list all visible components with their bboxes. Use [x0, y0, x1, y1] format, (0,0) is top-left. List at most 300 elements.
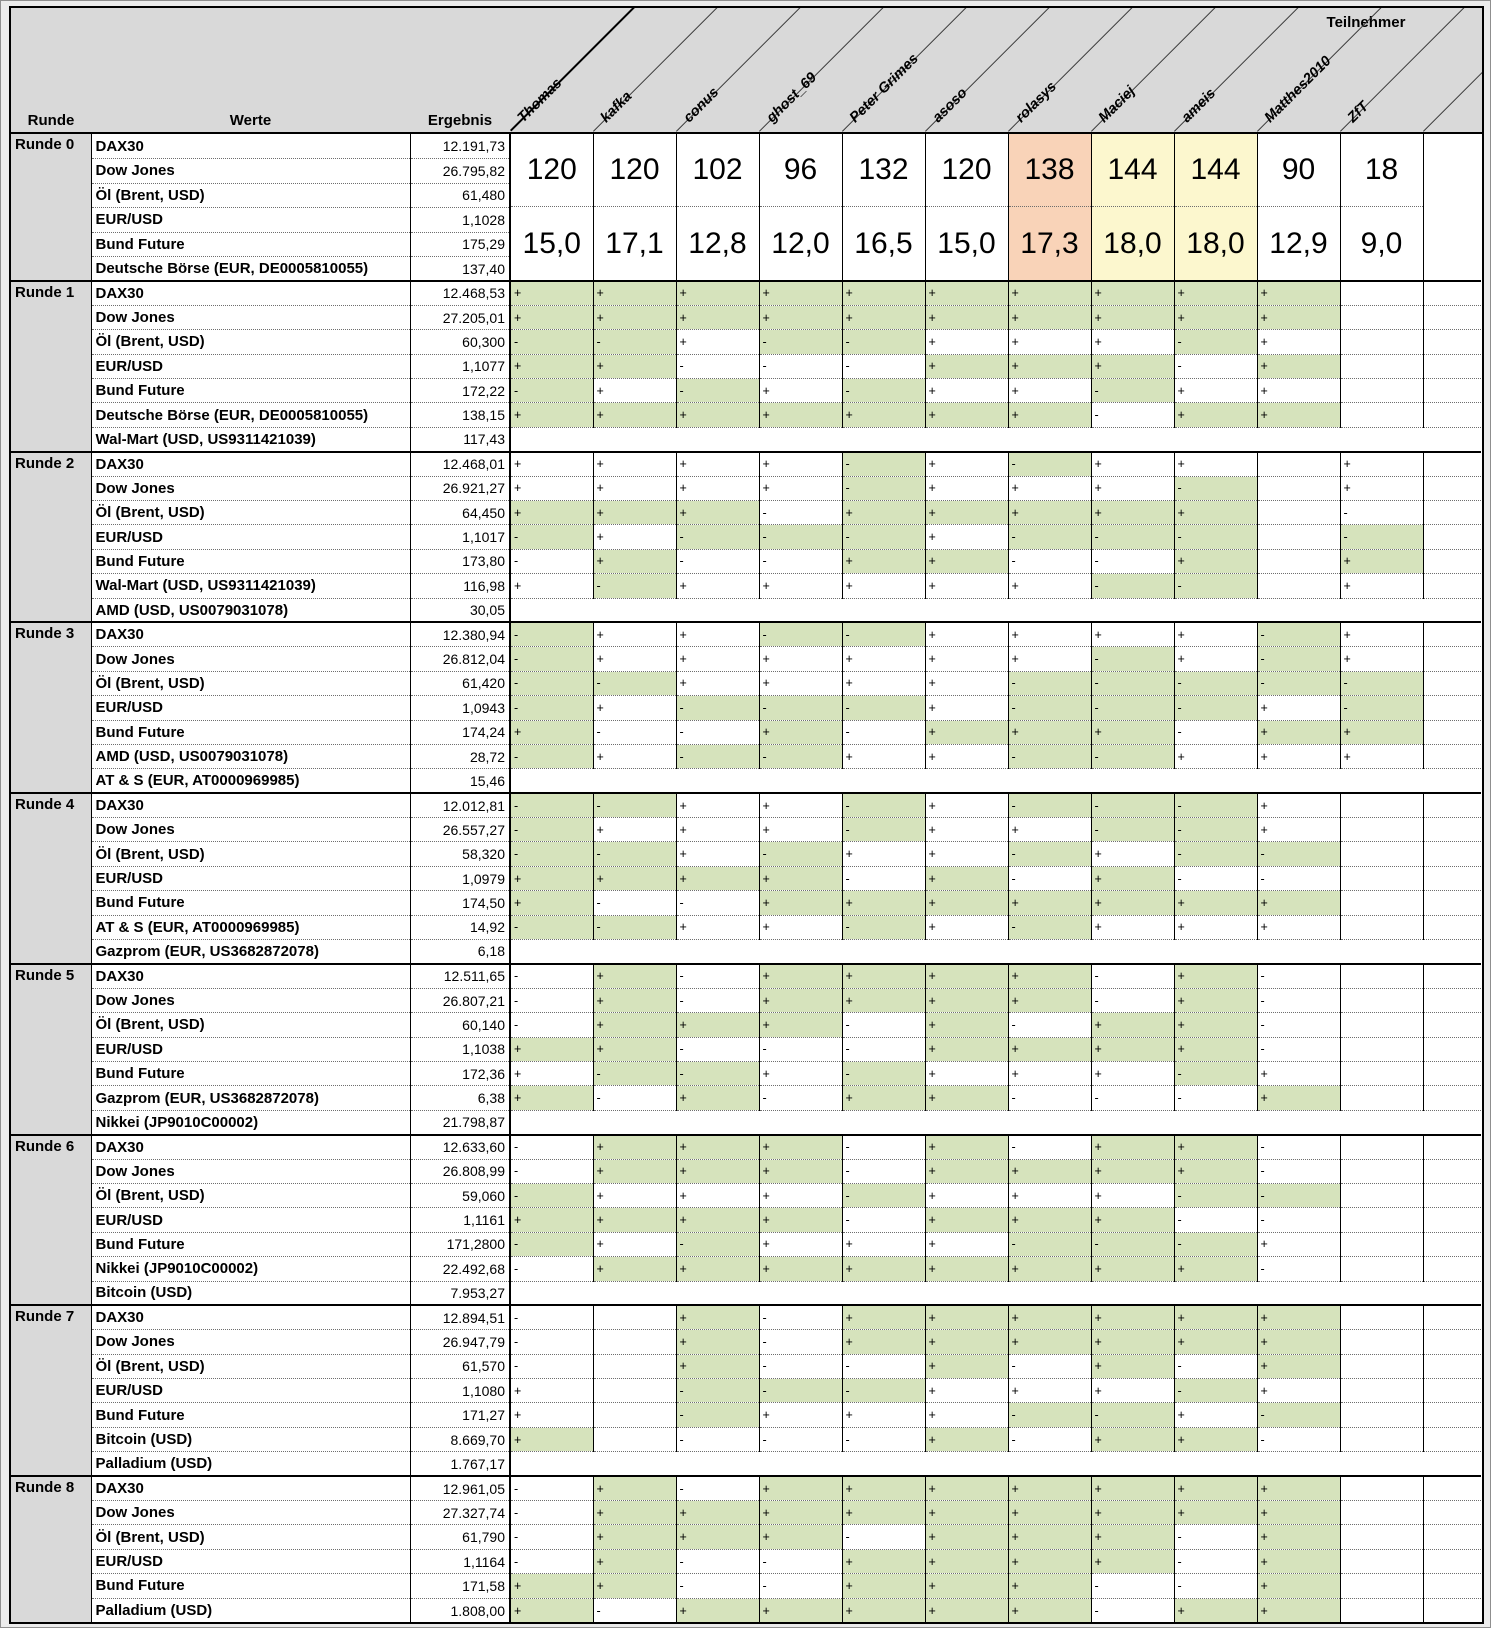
prediction-cell[interactable]: + — [593, 1574, 676, 1598]
prediction-cell[interactable]: + — [676, 281, 759, 305]
prediction-cell[interactable]: + — [676, 1598, 759, 1622]
prediction-cell[interactable]: + — [1008, 476, 1091, 500]
result-value[interactable]: 117,43 — [410, 427, 510, 451]
prediction-cell[interactable]: + — [925, 1403, 1008, 1427]
prediction-cell[interactable] — [1340, 818, 1423, 842]
instrument-name[interactable]: EUR/USD — [91, 1549, 410, 1573]
result-value[interactable]: 174,24 — [410, 720, 510, 744]
prediction-cell[interactable]: - — [842, 452, 925, 476]
prediction-cell[interactable]: - — [1174, 1208, 1257, 1232]
prediction-cell[interactable] — [1340, 1501, 1423, 1525]
prediction-cell[interactable]: - — [510, 1135, 593, 1159]
prediction-cell[interactable]: - — [842, 1062, 925, 1086]
prediction-cell[interactable]: + — [925, 281, 1008, 305]
prediction-cell[interactable]: - — [510, 964, 593, 988]
prediction-cell[interactable]: + — [759, 1403, 842, 1427]
prediction-cell[interactable]: + — [1257, 281, 1340, 305]
prediction-cell[interactable] — [1340, 1525, 1423, 1549]
result-value[interactable]: 21.798,87 — [410, 1110, 510, 1134]
prediction-cell[interactable]: - — [759, 1086, 842, 1110]
participant-name[interactable]: kafka — [597, 88, 636, 126]
prediction-cell[interactable]: + — [1008, 305, 1091, 329]
prediction-cell[interactable]: + — [925, 1574, 1008, 1598]
instrument-name[interactable]: DAX30 — [91, 1476, 410, 1500]
result-value[interactable]: 171,58 — [410, 1574, 510, 1598]
prediction-cell[interactable]: - — [1174, 476, 1257, 500]
instrument-name[interactable]: Bitcoin (USD) — [91, 1281, 410, 1305]
instrument-name[interactable]: Bund Future — [91, 1403, 410, 1427]
prediction-cell[interactable]: - — [1091, 379, 1174, 403]
prediction-cell[interactable]: + — [676, 452, 759, 476]
prediction-cell[interactable]: + — [510, 1208, 593, 1232]
prediction-cell[interactable]: + — [925, 671, 1008, 695]
instrument-name[interactable]: DAX30 — [91, 964, 410, 988]
round-label[interactable]: Runde 0 — [11, 134, 91, 281]
prediction-cell[interactable]: - — [842, 525, 925, 549]
result-value[interactable]: 12.633,60 — [410, 1135, 510, 1159]
prediction-cell[interactable]: + — [925, 1013, 1008, 1037]
score-average[interactable]: 17,1 — [605, 226, 664, 260]
prediction-cell[interactable]: - — [1174, 842, 1257, 866]
prediction-cell[interactable]: + — [593, 696, 676, 720]
result-value[interactable]: 59,060 — [410, 1183, 510, 1207]
prediction-cell[interactable]: - — [1257, 671, 1340, 695]
column-header-werte[interactable]: Werte — [229, 112, 272, 129]
prediction-cell[interactable]: + — [1257, 1062, 1340, 1086]
prediction-cell[interactable]: + — [925, 622, 1008, 646]
prediction-cell[interactable]: + — [1340, 744, 1423, 768]
prediction-cell[interactable]: - — [759, 1305, 842, 1329]
result-value[interactable]: 26.557,27 — [410, 818, 510, 842]
prediction-cell[interactable]: + — [842, 1232, 925, 1256]
prediction-cell[interactable]: + — [925, 988, 1008, 1012]
prediction-cell[interactable]: - — [1174, 696, 1257, 720]
prediction-cell[interactable]: + — [925, 1501, 1008, 1525]
prediction-cell[interactable]: + — [593, 866, 676, 890]
prediction-cell[interactable]: + — [1008, 1183, 1091, 1207]
prediction-cell[interactable]: + — [1174, 501, 1257, 525]
instrument-name[interactable]: Dow Jones — [91, 988, 410, 1012]
prediction-cell[interactable]: + — [1008, 1330, 1091, 1354]
prediction-cell[interactable]: - — [1257, 1257, 1340, 1281]
result-value[interactable]: 171,27 — [410, 1403, 510, 1427]
prediction-cell[interactable]: + — [593, 379, 676, 403]
participant-name[interactable]: conus — [680, 84, 723, 126]
prediction-cell[interactable]: + — [842, 891, 925, 915]
round-label[interactable]: Runde 6 — [11, 1135, 91, 1306]
result-value[interactable]: 12.894,51 — [410, 1305, 510, 1329]
prediction-cell[interactable]: + — [1008, 891, 1091, 915]
instrument-name[interactable]: Nikkei (JP9010C00002) — [91, 1110, 410, 1134]
result-value[interactable]: 26.812,04 — [410, 647, 510, 671]
prediction-cell[interactable]: + — [676, 1208, 759, 1232]
prediction-cell[interactable]: + — [759, 452, 842, 476]
prediction-cell[interactable]: + — [1257, 1232, 1340, 1256]
result-value[interactable]: 26.808,99 — [410, 1159, 510, 1183]
prediction-cell[interactable]: - — [1091, 1598, 1174, 1622]
prediction-cell[interactable]: + — [1174, 379, 1257, 403]
score-total[interactable]: 132 — [843, 134, 925, 207]
prediction-cell[interactable]: - — [510, 818, 593, 842]
prediction-cell[interactable]: + — [1174, 1476, 1257, 1500]
prediction-cell[interactable] — [1340, 1257, 1423, 1281]
prediction-cell[interactable]: + — [925, 1525, 1008, 1549]
prediction-cell[interactable]: + — [593, 622, 676, 646]
result-value[interactable]: 1,0979 — [410, 866, 510, 890]
prediction-cell[interactable]: + — [842, 964, 925, 988]
prediction-cell[interactable]: - — [593, 574, 676, 598]
score-average[interactable]: 18,0 — [1103, 226, 1162, 260]
prediction-cell[interactable]: - — [759, 696, 842, 720]
prediction-cell[interactable]: - — [1008, 1354, 1091, 1378]
result-value[interactable]: 14,92 — [410, 915, 510, 939]
prediction-cell[interactable]: - — [510, 1501, 593, 1525]
prediction-cell[interactable]: + — [759, 1232, 842, 1256]
result-value[interactable]: 8.669,70 — [410, 1427, 510, 1451]
prediction-cell[interactable]: - — [759, 842, 842, 866]
prediction-cell[interactable]: + — [925, 305, 1008, 329]
prediction-cell[interactable]: + — [510, 403, 593, 427]
prediction-cell[interactable]: + — [1008, 1549, 1091, 1573]
prediction-cell[interactable]: + — [1091, 1330, 1174, 1354]
prediction-cell[interactable]: - — [510, 696, 593, 720]
prediction-cell[interactable]: - — [510, 671, 593, 695]
prediction-cell[interactable]: + — [510, 1598, 593, 1622]
prediction-cell[interactable]: - — [1008, 1427, 1091, 1451]
prediction-cell[interactable]: + — [759, 866, 842, 890]
round-label[interactable]: Runde 2 — [11, 452, 91, 623]
participant-name[interactable]: Maciej — [1095, 83, 1139, 126]
prediction-cell[interactable]: + — [925, 549, 1008, 573]
prediction-cell[interactable]: - — [759, 622, 842, 646]
prediction-cell[interactable]: + — [1257, 1330, 1340, 1354]
prediction-cell[interactable]: + — [1091, 330, 1174, 354]
prediction-cell[interactable] — [1340, 1354, 1423, 1378]
prediction-cell[interactable]: + — [1008, 720, 1091, 744]
prediction-cell[interactable]: - — [593, 891, 676, 915]
result-value[interactable]: 1.808,00 — [410, 1598, 510, 1622]
prediction-cell[interactable]: + — [1257, 1549, 1340, 1573]
prediction-cell[interactable]: - — [1340, 671, 1423, 695]
result-value[interactable]: 27.205,01 — [410, 305, 510, 329]
prediction-cell[interactable]: - — [593, 330, 676, 354]
score-average[interactable]: 15,0 — [522, 226, 581, 260]
prediction-cell[interactable]: + — [593, 744, 676, 768]
prediction-cell[interactable] — [1257, 549, 1340, 573]
prediction-cell[interactable]: + — [759, 1598, 842, 1622]
prediction-cell[interactable]: - — [676, 1427, 759, 1451]
prediction-cell[interactable]: - — [676, 1232, 759, 1256]
prediction-cell[interactable] — [1340, 1427, 1423, 1451]
prediction-cell[interactable]: + — [510, 1427, 593, 1451]
prediction-cell[interactable]: - — [842, 1135, 925, 1159]
prediction-cell[interactable]: + — [1174, 1427, 1257, 1451]
instrument-name[interactable]: DAX30 — [91, 134, 410, 159]
prediction-cell[interactable]: - — [1257, 1208, 1340, 1232]
instrument-name[interactable]: Palladium (USD) — [91, 1452, 410, 1476]
prediction-cell[interactable]: - — [593, 793, 676, 817]
prediction-cell[interactable]: + — [510, 1403, 593, 1427]
prediction-cell[interactable]: - — [676, 696, 759, 720]
result-value[interactable]: 6,18 — [410, 940, 510, 964]
result-value[interactable]: 22.492,68 — [410, 1257, 510, 1281]
prediction-cell[interactable]: + — [1091, 452, 1174, 476]
prediction-cell[interactable]: + — [1257, 1379, 1340, 1403]
instrument-name[interactable]: Dow Jones — [91, 1330, 410, 1354]
instrument-name[interactable]: Bund Future — [91, 1232, 410, 1256]
prediction-cell[interactable]: - — [842, 622, 925, 646]
score-average[interactable]: 17,3 — [1020, 226, 1079, 260]
score-cell[interactable] — [1174, 134, 1257, 281]
prediction-cell[interactable]: + — [1174, 1330, 1257, 1354]
instrument-name[interactable]: Dow Jones — [91, 818, 410, 842]
prediction-cell[interactable]: + — [759, 818, 842, 842]
prediction-cell[interactable] — [1340, 305, 1423, 329]
prediction-cell[interactable]: - — [1008, 452, 1091, 476]
prediction-cell[interactable]: + — [593, 1501, 676, 1525]
prediction-cell[interactable]: + — [1257, 696, 1340, 720]
prediction-cell[interactable]: + — [1257, 354, 1340, 378]
prediction-cell[interactable]: + — [676, 1159, 759, 1183]
prediction-cell[interactable] — [593, 1427, 676, 1451]
prediction-cell[interactable]: + — [1091, 1427, 1174, 1451]
prediction-cell[interactable]: + — [759, 1501, 842, 1525]
prediction-cell[interactable]: - — [759, 1037, 842, 1061]
score-cell[interactable] — [676, 134, 759, 281]
prediction-cell[interactable]: + — [759, 1183, 842, 1207]
prediction-cell[interactable]: + — [593, 403, 676, 427]
prediction-cell[interactable]: - — [759, 1549, 842, 1573]
round-label[interactable]: Runde 1 — [11, 281, 91, 452]
prediction-cell[interactable]: + — [676, 1086, 759, 1110]
round-label[interactable]: Runde 8 — [11, 1476, 91, 1622]
prediction-cell[interactable]: + — [1340, 720, 1423, 744]
prediction-cell[interactable]: - — [842, 1379, 925, 1403]
prediction-cell[interactable]: + — [1174, 622, 1257, 646]
result-value[interactable]: 27.327,74 — [410, 1501, 510, 1525]
result-value[interactable]: 58,320 — [410, 842, 510, 866]
prediction-cell[interactable]: - — [1091, 1574, 1174, 1598]
round-label[interactable]: Runde 3 — [11, 622, 91, 793]
prediction-cell[interactable]: - — [759, 1379, 842, 1403]
result-value[interactable]: 60,140 — [410, 1013, 510, 1037]
instrument-name[interactable]: Dow Jones — [91, 1159, 410, 1183]
prediction-cell[interactable]: + — [759, 281, 842, 305]
prediction-cell[interactable] — [1340, 379, 1423, 403]
prediction-cell[interactable]: + — [925, 1159, 1008, 1183]
prediction-cell[interactable]: + — [1091, 1135, 1174, 1159]
instrument-name[interactable]: Deutsche Börse (EUR, DE0005810055) — [91, 257, 410, 282]
prediction-cell[interactable]: + — [1008, 379, 1091, 403]
result-value[interactable]: 1,1080 — [410, 1379, 510, 1403]
prediction-cell[interactable]: + — [676, 818, 759, 842]
prediction-cell[interactable]: - — [676, 1476, 759, 1500]
prediction-cell[interactable]: + — [842, 744, 925, 768]
prediction-cell[interactable]: + — [1008, 647, 1091, 671]
prediction-cell[interactable]: + — [1257, 1476, 1340, 1500]
instrument-name[interactable]: Gazprom (EUR, US3682872078) — [91, 1086, 410, 1110]
result-value[interactable]: 173,80 — [410, 549, 510, 573]
prediction-cell[interactable]: + — [842, 574, 925, 598]
prediction-cell[interactable] — [1340, 1330, 1423, 1354]
instrument-name[interactable]: AMD (USD, US0079031078) — [91, 744, 410, 768]
instrument-name[interactable]: Dow Jones — [91, 305, 410, 329]
result-value[interactable]: 1,0943 — [410, 696, 510, 720]
prediction-cell[interactable]: - — [842, 1013, 925, 1037]
prediction-cell[interactable]: - — [842, 1354, 925, 1378]
prediction-cell[interactable]: - — [676, 1403, 759, 1427]
prediction-cell[interactable]: + — [676, 1305, 759, 1329]
prediction-cell[interactable]: - — [1257, 1159, 1340, 1183]
prediction-cell[interactable]: + — [1174, 452, 1257, 476]
instrument-name[interactable]: Dow Jones — [91, 159, 410, 184]
prediction-cell[interactable]: - — [1174, 1379, 1257, 1403]
prediction-cell[interactable]: + — [842, 1305, 925, 1329]
participant-name[interactable]: Peter Grimes — [846, 50, 922, 126]
result-value[interactable]: 60,300 — [410, 330, 510, 354]
prediction-cell[interactable]: + — [1091, 1208, 1174, 1232]
prediction-cell[interactable]: + — [1340, 574, 1423, 598]
prediction-cell[interactable]: + — [925, 1062, 1008, 1086]
prediction-cell[interactable]: - — [510, 622, 593, 646]
prediction-cell[interactable]: + — [1091, 842, 1174, 866]
instrument-name[interactable]: EUR/USD — [91, 354, 410, 378]
prediction-cell[interactable]: - — [510, 1305, 593, 1329]
prediction-cell[interactable] — [1340, 1379, 1423, 1403]
prediction-cell[interactable]: - — [676, 1574, 759, 1598]
prediction-cell[interactable]: + — [1091, 1183, 1174, 1207]
prediction-cell[interactable] — [1340, 915, 1423, 939]
score-cell[interactable] — [1091, 134, 1174, 281]
score-average[interactable]: 18,0 — [1186, 226, 1245, 260]
score-average[interactable]: 12,0 — [771, 226, 830, 260]
prediction-cell[interactable]: + — [925, 1598, 1008, 1622]
prediction-cell[interactable]: + — [676, 1183, 759, 1207]
result-value[interactable]: 12.468,53 — [410, 281, 510, 305]
participant-name[interactable]: ZfT — [1344, 98, 1372, 126]
prediction-cell[interactable] — [1340, 1232, 1423, 1256]
prediction-cell[interactable]: + — [842, 1476, 925, 1500]
instrument-name[interactable]: DAX30 — [91, 793, 410, 817]
instrument-name[interactable]: Nikkei (JP9010C00002) — [91, 1257, 410, 1281]
instrument-name[interactable]: DAX30 — [91, 1135, 410, 1159]
prediction-cell[interactable]: + — [1174, 1037, 1257, 1061]
prediction-cell[interactable]: + — [1340, 549, 1423, 573]
result-value[interactable]: 30,05 — [410, 598, 510, 622]
prediction-cell[interactable]: + — [1008, 1208, 1091, 1232]
prediction-cell[interactable]: - — [510, 744, 593, 768]
prediction-cell[interactable]: + — [1008, 964, 1091, 988]
prediction-cell[interactable]: - — [1091, 1403, 1174, 1427]
prediction-cell[interactable]: - — [1008, 1086, 1091, 1110]
prediction-cell[interactable]: + — [1091, 1062, 1174, 1086]
prediction-cell[interactable]: + — [925, 403, 1008, 427]
score-average[interactable]: 15,0 — [937, 226, 996, 260]
prediction-cell[interactable]: + — [1008, 1159, 1091, 1183]
prediction-cell[interactable]: + — [925, 891, 1008, 915]
instrument-name[interactable]: Öl (Brent, USD) — [91, 1183, 410, 1207]
prediction-cell[interactable]: - — [759, 744, 842, 768]
prediction-cell[interactable]: + — [510, 866, 593, 890]
prediction-cell[interactable]: + — [1091, 1549, 1174, 1573]
prediction-cell[interactable]: + — [676, 1330, 759, 1354]
prediction-cell[interactable]: - — [759, 1574, 842, 1598]
instrument-name[interactable]: DAX30 — [91, 281, 410, 305]
result-value[interactable]: 26.807,21 — [410, 988, 510, 1012]
result-value[interactable]: 1,1038 — [410, 1037, 510, 1061]
prediction-cell[interactable] — [1340, 1062, 1423, 1086]
result-value[interactable]: 1,1017 — [410, 525, 510, 549]
prediction-cell[interactable]: + — [1174, 1159, 1257, 1183]
prediction-cell[interactable]: + — [925, 1379, 1008, 1403]
instrument-name[interactable]: EUR/USD — [91, 1379, 410, 1403]
prediction-cell[interactable] — [1340, 1403, 1423, 1427]
prediction-cell[interactable]: - — [1091, 744, 1174, 768]
prediction-cell[interactable]: + — [510, 305, 593, 329]
prediction-cell[interactable]: - — [510, 1183, 593, 1207]
prediction-cell[interactable]: + — [925, 1183, 1008, 1207]
prediction-cell[interactable]: - — [1008, 1403, 1091, 1427]
score-cell[interactable] — [1008, 134, 1091, 281]
prediction-cell[interactable] — [593, 1305, 676, 1329]
prediction-cell[interactable]: - — [1174, 1086, 1257, 1110]
prediction-cell[interactable]: - — [676, 988, 759, 1012]
prediction-cell[interactable]: + — [759, 1013, 842, 1037]
score-total[interactable]: 144 — [1092, 134, 1174, 207]
prediction-cell[interactable]: - — [1008, 696, 1091, 720]
prediction-cell[interactable]: - — [759, 354, 842, 378]
instrument-name[interactable]: EUR/USD — [91, 525, 410, 549]
prediction-cell[interactable]: + — [1008, 1476, 1091, 1500]
score-total[interactable]: 18 — [1341, 134, 1423, 207]
result-value[interactable]: 12.380,94 — [410, 622, 510, 646]
prediction-cell[interactable]: + — [925, 1135, 1008, 1159]
prediction-cell[interactable]: + — [1174, 1257, 1257, 1281]
prediction-cell[interactable]: - — [759, 1330, 842, 1354]
result-value[interactable]: 172,22 — [410, 379, 510, 403]
column-header-ergebnis[interactable]: Ergebnis — [427, 112, 493, 129]
prediction-cell[interactable]: + — [842, 1574, 925, 1598]
prediction-cell[interactable]: + — [676, 842, 759, 866]
prediction-cell[interactable]: - — [676, 964, 759, 988]
prediction-cell[interactable]: + — [593, 818, 676, 842]
result-value[interactable]: 1,1161 — [410, 1208, 510, 1232]
prediction-cell[interactable]: - — [510, 915, 593, 939]
prediction-cell[interactable]: + — [759, 988, 842, 1012]
instrument-name[interactable]: EUR/USD — [91, 696, 410, 720]
prediction-cell[interactable]: + — [593, 1037, 676, 1061]
prediction-cell[interactable]: + — [925, 1549, 1008, 1573]
prediction-cell[interactable]: - — [676, 525, 759, 549]
prediction-cell[interactable]: + — [925, 1086, 1008, 1110]
prediction-cell[interactable]: - — [842, 793, 925, 817]
prediction-cell[interactable]: + — [1008, 1305, 1091, 1329]
prediction-cell[interactable]: - — [1174, 330, 1257, 354]
result-value[interactable]: 138,15 — [410, 403, 510, 427]
prediction-cell[interactable]: + — [676, 330, 759, 354]
score-total[interactable]: 90 — [1258, 134, 1340, 207]
prediction-cell[interactable]: - — [1091, 1086, 1174, 1110]
prediction-cell[interactable]: - — [842, 1183, 925, 1207]
prediction-cell[interactable]: + — [593, 452, 676, 476]
prediction-cell[interactable]: - — [510, 988, 593, 1012]
prediction-cell[interactable]: - — [1174, 354, 1257, 378]
prediction-cell[interactable] — [1340, 1159, 1423, 1183]
prediction-cell[interactable]: - — [1257, 1403, 1340, 1427]
instrument-name[interactable]: Gazprom (EUR, US3682872078) — [91, 940, 410, 964]
prediction-cell[interactable]: + — [925, 696, 1008, 720]
prediction-cell[interactable] — [1340, 281, 1423, 305]
